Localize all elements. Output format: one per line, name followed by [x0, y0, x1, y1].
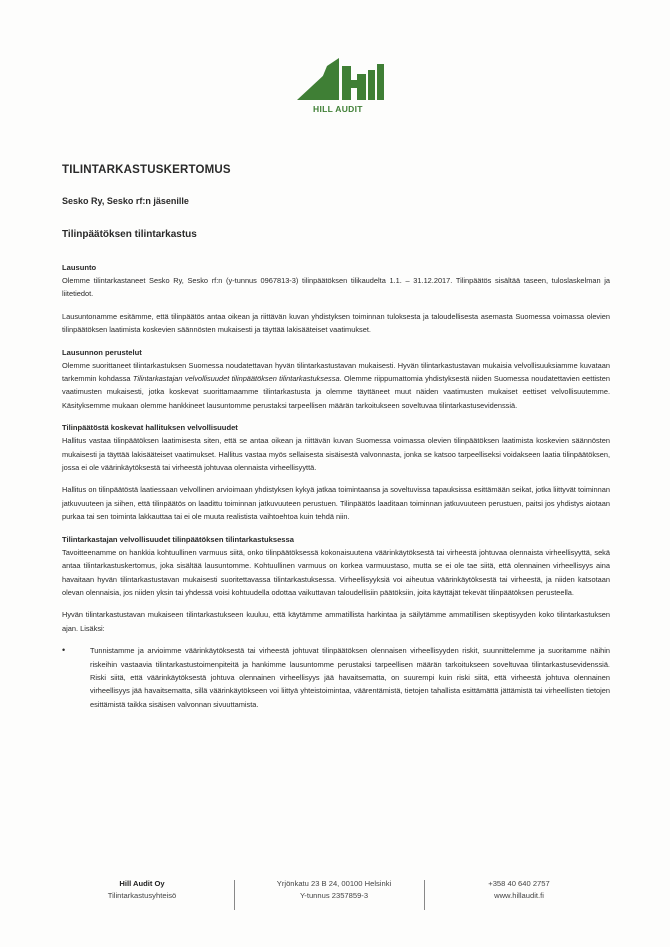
- heading-lausunto: Lausunto: [62, 263, 97, 272]
- addressee: Sesko Ry, Sesko rf:n jäsenille: [62, 196, 189, 206]
- footer-street-address: Yrjönkatu 23 B 24, 00100 Helsinki: [276, 879, 392, 888]
- perustelut-text-start: Olemme suorittaneet tilintarkastuksen Suomessa noudatettavan hyvän tilintarkastustavan mukaisesti. Hyvän tilintarkastustavan mukaisia velvollisuuksiamme kuvataan tarkemmin kohdassa: [62, 360, 610, 384]
- bullet-icon: •: [62, 645, 66, 656]
- document-title: TILINTARKASTUSKERTOMUS: [62, 164, 231, 176]
- heading-tilintarkastaja: Tilintarkastajan velvollisuudet tilinpäätöksen tilintarkastuksessa: [62, 534, 294, 544]
- tilintarkastaja-paragraph-2: Hyvän tilintarkastustavan mukaiseen tilintarkastukseen kuuluu, että käytämme ammatillista harkintaa ja säilytämme ammatillisen skeptisyyden koko tilintarkastuksen ajan. Lisäksi:: [62, 610, 610, 633]
- lausunto-paragraph-2: Lausuntonamme esitämme, että tilinpäätös antaa oikean ja riittävän kuvan yhdistyksen toiminnan tuloksesta ja taloudellisesta asemasta Suomessa voimassa olevien tilinpäätöksen laatimista koskevien säännösten mukaisesti ja täyttää lakisääteiset vaatimukset.: [62, 311, 610, 335]
- lausunto-paragraph-1: Olemme tilintarkastaneet Sesko Ry, Sesko rf:n (y-tunnus 0967813-3) tilinpäätöksen tilikaudelta 1.1. – 31.12.2017. Tilinpäätös sisältää taseen, tuloslaskelman ja liitetiedot.: [62, 276, 610, 299]
- hallitus-paragraph-1: Hallitus vastaa tilinpäätöksen laatimisesta siten, että se antaa oikean ja riittävän kuvan Suomessa voimassa olevien tilinpäätöksen laatimista koskevien säännösten mukaisesti ja täyttää lakisääteiset vaatimukset. Hallitus vastaa myös sellaisesta sisäisestä valvonnasta, jonka se katsoo tarpeelliseksi voidakseen laatia tilinpäätöksen, jossa ei ole väärinkäytöksestä tai virheestä johtuvaa olennaista virheellisyyttä.: [62, 436, 610, 473]
- report-body: [62, 261, 610, 711]
- footer-address: [244, 878, 424, 902]
- footer-phone: +358 40 640 2757: [488, 879, 550, 888]
- perustelut-italic-reference: Tilintarkastajan velvollisuudet tilinpäätöksen tilintarkastuksessa: [132, 374, 340, 384]
- logo-text: HILL AUDIT: [313, 104, 363, 114]
- footer-divider: [234, 880, 235, 910]
- footer-business-id: Y-tunnus 2357859-3: [299, 891, 369, 900]
- hallitus-paragraph-2: Hallitus on tilinpäätöstä laatiessaan velvollinen arvioimaan yhdistyksen kykyä jatkaa toimintaansa ja soveltuvissa tapauksissa esittämään seikat, jotka liittyvät toiminnan jatkuvuuteen ja siihen, että tilinpäätös on laadittu toiminnan jatkuvuuteen perustuen. Tilinpäätös laaditaan toiminnan jatkuvuuteen perustuen, paitsi jos yhdistys aiotaan purkaa tai sen toiminta lakkauttaa tai ei ole muuta realistista vaihtoehtoa kuin tehdä niin.: [62, 485, 610, 522]
- bullet-text: Tunnistamme ja arvioimme väärinkäytöksestä tai virheestä johtuvat tilinpäätöksen olennaisen virheellisyyden riskit, suunnittelemme ja suoritamme näihin riskeihin vastaavia tilintarkastustoimenpiteitä ja hankimme lausuntomme perustaksi tarpeellisen määrän tarkoitukseen soveltuvaa tilintarkastusevidenssiä. Riski siitä, että väärinkäytöksestä johtuva olennainen virheellisyys jää havaitsematta, on suurempi kuin riski siitä, että virheestä johtuva olennainen virheellisyys jää havaitsematta, sillä väärinkäytökseen voi liittyä yhteistoimintaa, väärentämistä, tietojen tahallista esittämättä jättämistä tai virheellisten tietojen esittämistä taikka sisäisen valvonnan sivuuttamista.: [90, 646, 610, 709]
- perustelut-text-end: . Olemme riippumattomia yhdistyksestä niiden Suomessa noudatettavien eettisten vaatimusten mukaisesti, jotka koskevat suorittamaamme tilintarkastusta ja olemme täyttäneet muut näiden vaatimusten mukaiset eettiset velvollisuutemme. Käsityksemme mukaan olemme hankkineet lausuntomme perustaksi tarpeellisen määrän tarkoitukseen soveltuvaa tilintarkastusevidenssiä.: [62, 374, 610, 410]
- page-footer: [62, 878, 610, 918]
- footer-company-name: Hill Audit Oy: [119, 879, 165, 888]
- list-item: [62, 644, 610, 711]
- perustelut-paragraph-1: [62, 359, 610, 413]
- section-title: Tilinpäätöksen tilintarkastus: [62, 229, 197, 240]
- tilintarkastaja-paragraph-1: Tavoitteenamme on hankkia kohtuullinen varmuus siitä, onko tilinpäätöksessä kokonaisuutena väärinkäytöksestä tai virheestä johtuvaa olennaista virheellisyyttä, sekä antaa tilintarkastuskertomus, joka sisältää lausuntomme. Kohtuullinen varmuus on korkea varmuustaso, mutta se ei ole tae siitä, että olennainen virheellisyys aina havaitaan hyvän tilintarkastustavan mukaisesti suoritettavassa tilintarkastuksessa. Virheellisyyksiä voi aiheutua väärinkäytöksestä tai virheestä, ja niiden katsotaan olevan olennaisia, jos niiden yksin tai yhdessä voisi kohtuudella odottaa vaikuttavan taloudellisiin päätöksiin, joita käyttäjät tekevät tilinpäätöksen perusteella.: [62, 547, 610, 597]
- footer-company-type: Tilintarkastusyhteisö: [107, 891, 177, 900]
- footer-divider: [424, 880, 425, 910]
- footer-website-link[interactable]: www.hillaudit.fi: [494, 891, 544, 900]
- footer-contact: [444, 878, 594, 902]
- heading-perustelut: Lausunnon perustelut: [62, 347, 142, 357]
- heading-hallitus: Tilinpäätöstä koskevat hallituksen velvollisuudet: [62, 423, 238, 433]
- footer-company: [72, 878, 212, 902]
